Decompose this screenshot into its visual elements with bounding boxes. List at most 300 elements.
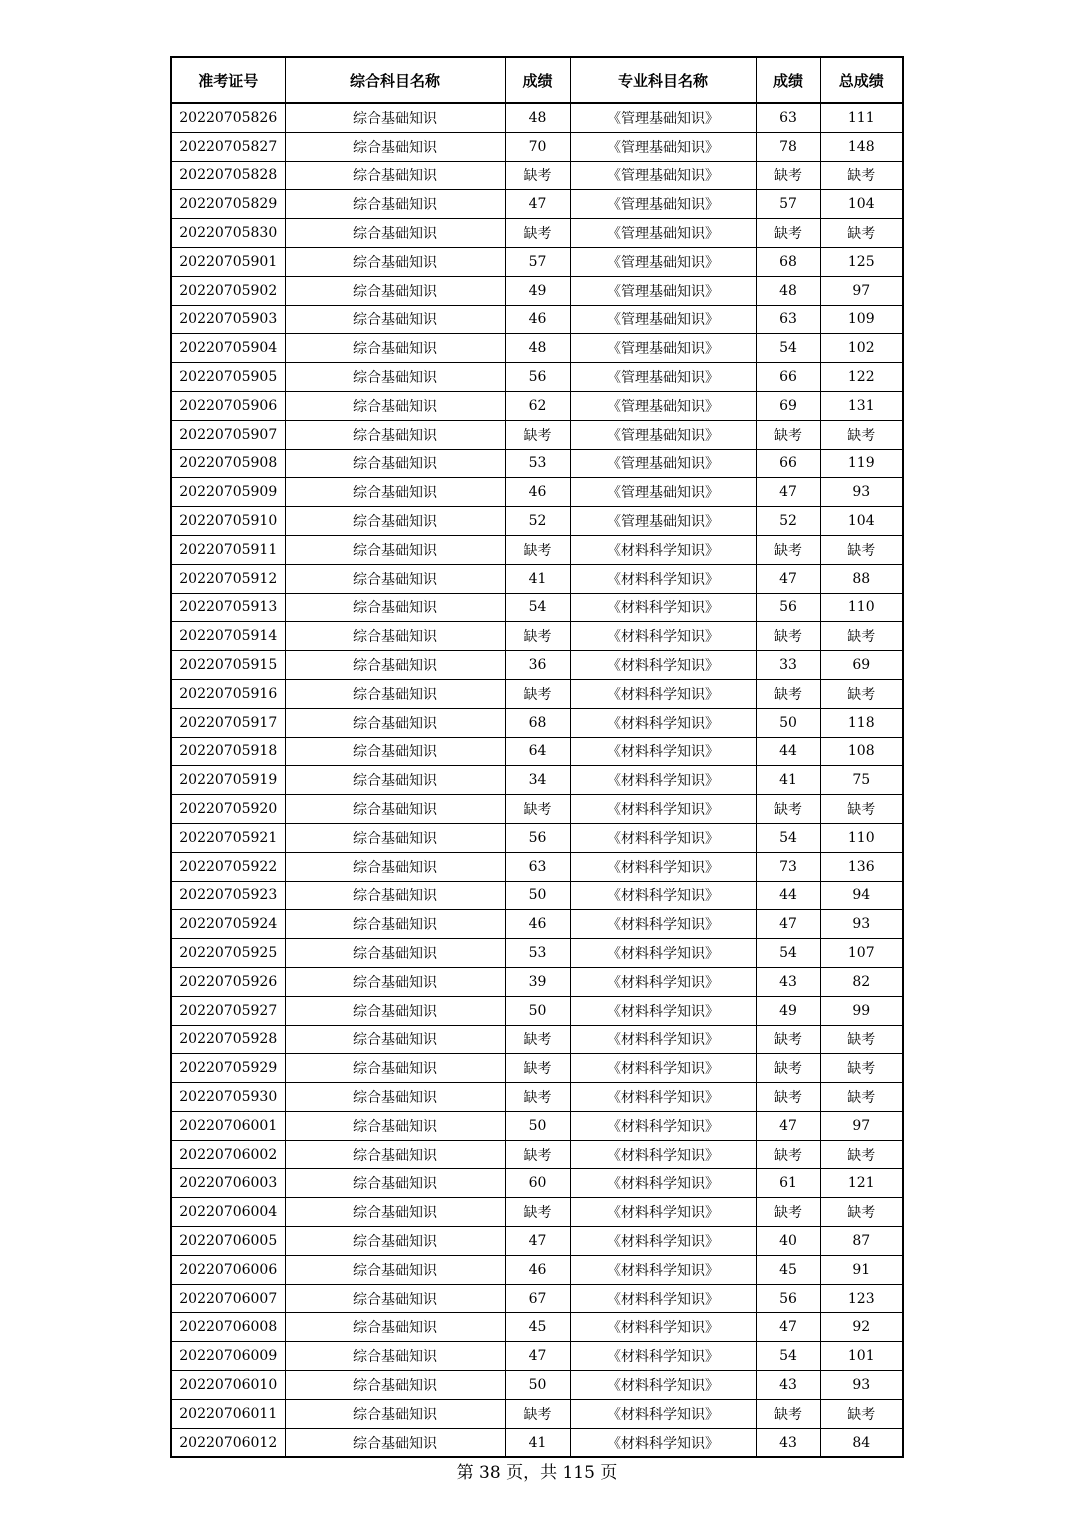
table-row [171,247,903,276]
cell-total-score: 缺考 [820,535,903,564]
cell-major-score: 66 [756,449,820,478]
cell-total-score: 110 [820,593,903,622]
cell-major-score: 54 [756,939,820,968]
cell-general-score: 缺考 [505,679,570,708]
cell-general-score: 50 [505,996,570,1025]
cell-general-subject: 综合基础知识 [285,1227,505,1256]
table-row [171,276,903,305]
table-row [171,1399,903,1428]
cell-exam-id: 20220706010 [171,1371,285,1400]
cell-total-score: 88 [820,564,903,593]
cell-major-subject: 《材料科学知识》 [570,1284,756,1313]
cell-exam-id: 20220705930 [171,1083,285,1112]
cell-major-subject: 《材料科学知识》 [570,939,756,968]
cell-major-score: 缺考 [756,420,820,449]
table-row [171,622,903,651]
cell-general-subject: 综合基础知识 [285,363,505,392]
cell-exam-id: 20220705911 [171,535,285,564]
cell-general-score: 缺考 [505,1198,570,1227]
cell-major-subject: 《管理基础知识》 [570,305,756,334]
cell-major-subject: 《管理基础知识》 [570,190,756,219]
cell-general-score: 46 [505,910,570,939]
cell-general-subject: 综合基础知识 [285,1025,505,1054]
cell-major-subject: 《材料科学知识》 [570,1111,756,1140]
cell-total-score: 110 [820,823,903,852]
cell-general-subject: 综合基础知识 [285,1371,505,1400]
cell-exam-id: 20220705830 [171,219,285,248]
table-body [171,103,903,1457]
cell-general-subject: 综合基础知识 [285,737,505,766]
cell-general-score: 63 [505,852,570,881]
cell-total-score: 97 [820,1111,903,1140]
cell-total-score: 82 [820,967,903,996]
cell-exam-id: 20220705827 [171,132,285,161]
header-row [171,57,903,103]
table-row [171,161,903,190]
cell-total-score: 93 [820,910,903,939]
cell-general-subject: 综合基础知识 [285,622,505,651]
cell-exam-id: 20220705917 [171,708,285,737]
cell-general-score: 47 [505,190,570,219]
cell-general-score: 缺考 [505,1054,570,1083]
cell-major-score: 47 [756,1313,820,1342]
cell-major-score: 49 [756,996,820,1025]
table-row [171,1342,903,1371]
cell-exam-id: 20220705902 [171,276,285,305]
cell-major-score: 50 [756,708,820,737]
cell-total-score: 缺考 [820,420,903,449]
table-row [171,1371,903,1400]
cell-major-subject: 《材料科学知识》 [570,737,756,766]
cell-exam-id: 20220705903 [171,305,285,334]
cell-general-score: 60 [505,1169,570,1198]
cell-general-score: 57 [505,247,570,276]
cell-major-subject: 《管理基础知识》 [570,391,756,420]
cell-total-score: 87 [820,1227,903,1256]
cell-total-score: 122 [820,363,903,392]
cell-major-subject: 《管理基础知识》 [570,103,756,132]
cell-general-subject: 综合基础知识 [285,535,505,564]
cell-total-score: 缺考 [820,1083,903,1112]
cell-general-subject: 综合基础知识 [285,219,505,248]
cell-total-score: 123 [820,1284,903,1313]
cell-major-subject: 《材料科学知识》 [570,535,756,564]
cell-general-subject: 综合基础知识 [285,420,505,449]
cell-major-score: 54 [756,823,820,852]
cell-general-subject: 综合基础知识 [285,564,505,593]
cell-total-score: 缺考 [820,622,903,651]
cell-major-subject: 《管理基础知识》 [570,363,756,392]
cell-major-subject: 《材料科学知识》 [570,910,756,939]
table-row [171,564,903,593]
cell-exam-id: 20220705919 [171,766,285,795]
header-major-score: 成绩 [756,57,820,103]
cell-total-score: 125 [820,247,903,276]
cell-total-score: 109 [820,305,903,334]
cell-major-score: 48 [756,276,820,305]
cell-exam-id: 20220705826 [171,103,285,132]
cell-major-subject: 《材料科学知识》 [570,1025,756,1054]
cell-general-subject: 综合基础知识 [285,996,505,1025]
cell-total-score: 缺考 [820,219,903,248]
cell-major-score: 57 [756,190,820,219]
cell-total-score: 94 [820,881,903,910]
cell-major-score: 68 [756,247,820,276]
cell-major-score: 缺考 [756,535,820,564]
header-general-subject: 综合科目名称 [285,57,505,103]
cell-general-subject: 综合基础知识 [285,276,505,305]
table-row [171,103,903,132]
cell-major-score: 61 [756,1169,820,1198]
cell-major-subject: 《材料科学知识》 [570,1169,756,1198]
cell-general-subject: 综合基础知识 [285,1140,505,1169]
cell-major-score: 56 [756,593,820,622]
table-row [171,939,903,968]
cell-major-score: 69 [756,391,820,420]
cell-exam-id: 20220705901 [171,247,285,276]
cell-major-score: 缺考 [756,1025,820,1054]
cell-general-score: 70 [505,132,570,161]
cell-exam-id: 20220705909 [171,478,285,507]
cell-total-score: 缺考 [820,795,903,824]
table-row [171,1428,903,1457]
cell-total-score: 101 [820,1342,903,1371]
cell-exam-id: 20220705905 [171,363,285,392]
table-row [171,852,903,881]
cell-major-score: 47 [756,910,820,939]
cell-general-score: 50 [505,881,570,910]
cell-major-score: 47 [756,478,820,507]
header-total-score: 总成绩 [820,57,903,103]
cell-major-score: 44 [756,881,820,910]
cell-major-subject: 《材料科学知识》 [570,766,756,795]
cell-major-score: 73 [756,852,820,881]
table-row [171,305,903,334]
cell-total-score: 108 [820,737,903,766]
cell-exam-id: 20220705916 [171,679,285,708]
cell-general-score: 67 [505,1284,570,1313]
table-row [171,1140,903,1169]
header-major-subject: 专业科目名称 [570,57,756,103]
table-row [171,910,903,939]
table-row [171,449,903,478]
cell-general-score: 缺考 [505,795,570,824]
cell-exam-id: 20220705915 [171,651,285,680]
cell-exam-id: 20220706002 [171,1140,285,1169]
cell-general-score: 68 [505,708,570,737]
cell-exam-id: 20220705921 [171,823,285,852]
cell-general-subject: 综合基础知识 [285,1342,505,1371]
cell-exam-id: 20220705907 [171,420,285,449]
cell-general-score: 64 [505,737,570,766]
cell-general-subject: 综合基础知识 [285,161,505,190]
cell-total-score: 92 [820,1313,903,1342]
cell-general-score: 47 [505,1227,570,1256]
cell-general-score: 45 [505,1313,570,1342]
cell-general-score: 缺考 [505,1399,570,1428]
table-row [171,1025,903,1054]
cell-general-subject: 综合基础知识 [285,795,505,824]
cell-total-score: 缺考 [820,1054,903,1083]
table-row [171,708,903,737]
cell-major-subject: 《材料科学知识》 [570,852,756,881]
cell-major-subject: 《材料科学知识》 [570,1083,756,1112]
cell-total-score: 104 [820,190,903,219]
cell-major-subject: 《管理基础知识》 [570,420,756,449]
cell-general-score: 缺考 [505,219,570,248]
cell-general-subject: 综合基础知识 [285,708,505,737]
cell-exam-id: 20220706008 [171,1313,285,1342]
table-row [171,535,903,564]
cell-general-subject: 综合基础知识 [285,766,505,795]
table-row [171,766,903,795]
cell-major-subject: 《管理基础知识》 [570,247,756,276]
cell-major-score: 63 [756,305,820,334]
cell-exam-id: 20220705906 [171,391,285,420]
cell-general-subject: 综合基础知识 [285,334,505,363]
cell-total-score: 缺考 [820,1140,903,1169]
table-row [171,478,903,507]
cell-general-subject: 综合基础知识 [285,190,505,219]
cell-general-score: 54 [505,593,570,622]
cell-general-subject: 综合基础知识 [285,852,505,881]
table-row [171,507,903,536]
page-footer: 第 38 页，共 115 页 [456,1463,618,1483]
cell-general-score: 50 [505,1371,570,1400]
cell-major-score: 41 [756,766,820,795]
table-row [171,1313,903,1342]
table-row [171,823,903,852]
cell-major-subject: 《管理基础知识》 [570,219,756,248]
cell-major-score: 缺考 [756,1198,820,1227]
cell-exam-id: 20220705924 [171,910,285,939]
cell-major-score: 54 [756,334,820,363]
cell-general-subject: 综合基础知识 [285,247,505,276]
cell-major-subject: 《材料科学知识》 [570,823,756,852]
cell-general-subject: 综合基础知识 [285,1313,505,1342]
cell-total-score: 148 [820,132,903,161]
cell-exam-id: 20220705829 [171,190,285,219]
cell-major-subject: 《材料科学知识》 [570,593,756,622]
cell-total-score: 93 [820,478,903,507]
cell-general-score: 46 [505,1255,570,1284]
cell-major-score: 47 [756,564,820,593]
cell-major-subject: 《材料科学知识》 [570,1371,756,1400]
cell-general-subject: 综合基础知识 [285,1255,505,1284]
cell-total-score: 75 [820,766,903,795]
cell-exam-id: 20220706012 [171,1428,285,1457]
cell-major-subject: 《材料科学知识》 [570,1399,756,1428]
cell-major-score: 40 [756,1227,820,1256]
cell-general-score: 缺考 [505,1140,570,1169]
table-row [171,593,903,622]
cell-general-subject: 综合基础知识 [285,478,505,507]
cell-general-score: 48 [505,103,570,132]
cell-total-score: 118 [820,708,903,737]
table-row [171,391,903,420]
table-row [171,334,903,363]
cell-total-score: 缺考 [820,1198,903,1227]
cell-major-score: 缺考 [756,161,820,190]
cell-total-score: 69 [820,651,903,680]
cell-total-score: 107 [820,939,903,968]
cell-general-score: 41 [505,564,570,593]
cell-general-score: 56 [505,823,570,852]
cell-total-score: 93 [820,1371,903,1400]
cell-exam-id: 20220705914 [171,622,285,651]
cell-general-score: 46 [505,478,570,507]
cell-general-subject: 综合基础知识 [285,1111,505,1140]
cell-exam-id: 20220705923 [171,881,285,910]
cell-major-score: 43 [756,967,820,996]
cell-general-subject: 综合基础知识 [285,1284,505,1313]
cell-exam-id: 20220705912 [171,564,285,593]
cell-major-subject: 《管理基础知识》 [570,478,756,507]
cell-total-score: 119 [820,449,903,478]
table-row [171,996,903,1025]
cell-major-subject: 《管理基础知识》 [570,132,756,161]
table-row [171,1198,903,1227]
cell-major-score: 缺考 [756,1140,820,1169]
cell-total-score: 97 [820,276,903,305]
cell-major-subject: 《材料科学知识》 [570,1140,756,1169]
cell-general-score: 缺考 [505,535,570,564]
cell-major-score: 缺考 [756,622,820,651]
cell-major-subject: 《管理基础知识》 [570,507,756,536]
table-row [171,679,903,708]
cell-exam-id: 20220706003 [171,1169,285,1198]
cell-major-subject: 《材料科学知识》 [570,1198,756,1227]
cell-exam-id: 20220705925 [171,939,285,968]
cell-exam-id: 20220706007 [171,1284,285,1313]
cell-exam-id: 20220705908 [171,449,285,478]
cell-major-score: 缺考 [756,219,820,248]
cell-general-subject: 综合基础知识 [285,507,505,536]
table-row [171,1111,903,1140]
cell-general-score: 缺考 [505,1083,570,1112]
table-row [171,737,903,766]
cell-total-score: 131 [820,391,903,420]
cell-major-score: 缺考 [756,1083,820,1112]
table-row [171,1169,903,1198]
cell-total-score: 121 [820,1169,903,1198]
cell-general-score: 34 [505,766,570,795]
header-general-score: 成绩 [505,57,570,103]
cell-exam-id: 20220705920 [171,795,285,824]
cell-major-score: 43 [756,1428,820,1457]
cell-exam-id: 20220705910 [171,507,285,536]
cell-general-score: 46 [505,305,570,334]
cell-major-subject: 《管理基础知识》 [570,161,756,190]
cell-general-subject: 综合基础知识 [285,910,505,939]
cell-total-score: 缺考 [820,161,903,190]
cell-general-score: 41 [505,1428,570,1457]
cell-major-subject: 《管理基础知识》 [570,449,756,478]
cell-major-subject: 《材料科学知识》 [570,651,756,680]
cell-exam-id: 20220706011 [171,1399,285,1428]
cell-general-subject: 综合基础知识 [285,132,505,161]
cell-major-subject: 《材料科学知识》 [570,1428,756,1457]
cell-exam-id: 20220706005 [171,1227,285,1256]
cell-major-score: 33 [756,651,820,680]
cell-major-subject: 《材料科学知识》 [570,564,756,593]
cell-exam-id: 20220705922 [171,852,285,881]
cell-major-subject: 《材料科学知识》 [570,1342,756,1371]
cell-total-score: 缺考 [820,1399,903,1428]
cell-general-subject: 综合基础知识 [285,1083,505,1112]
cell-major-score: 66 [756,363,820,392]
cell-major-score: 78 [756,132,820,161]
table-row [171,219,903,248]
header-exam-id: 准考证号 [171,57,285,103]
cell-general-score: 缺考 [505,420,570,449]
cell-general-score: 52 [505,507,570,536]
cell-general-score: 47 [505,1342,570,1371]
cell-total-score: 缺考 [820,1025,903,1054]
cell-total-score: 91 [820,1255,903,1284]
cell-general-subject: 综合基础知识 [285,651,505,680]
cell-major-subject: 《材料科学知识》 [570,622,756,651]
cell-major-score: 缺考 [756,1399,820,1428]
cell-general-subject: 综合基础知识 [285,881,505,910]
cell-major-score: 缺考 [756,795,820,824]
cell-total-score: 84 [820,1428,903,1457]
cell-major-subject: 《材料科学知识》 [570,1255,756,1284]
cell-major-score: 52 [756,507,820,536]
cell-major-subject: 《管理基础知识》 [570,334,756,363]
cell-general-subject: 综合基础知识 [285,1054,505,1083]
cell-total-score: 111 [820,103,903,132]
cell-major-subject: 《材料科学知识》 [570,1227,756,1256]
cell-general-subject: 综合基础知识 [285,593,505,622]
cell-general-score: 53 [505,449,570,478]
cell-general-subject: 综合基础知识 [285,939,505,968]
cell-major-score: 缺考 [756,1054,820,1083]
table-row [171,881,903,910]
cell-exam-id: 20220705918 [171,737,285,766]
cell-general-score: 缺考 [505,161,570,190]
cell-major-subject: 《管理基础知识》 [570,276,756,305]
cell-major-subject: 《材料科学知识》 [570,967,756,996]
table-row [171,132,903,161]
cell-general-subject: 综合基础知识 [285,1198,505,1227]
cell-general-subject: 综合基础知识 [285,305,505,334]
cell-total-score: 136 [820,852,903,881]
table-row [171,1054,903,1083]
cell-general-subject: 综合基础知识 [285,679,505,708]
cell-general-score: 49 [505,276,570,305]
cell-major-score: 63 [756,103,820,132]
table-row [171,190,903,219]
cell-general-score: 62 [505,391,570,420]
cell-major-subject: 《材料科学知识》 [570,708,756,737]
table-row [171,363,903,392]
cell-major-subject: 《材料科学知识》 [570,1313,756,1342]
cell-general-subject: 综合基础知识 [285,449,505,478]
table-header [171,57,903,103]
cell-general-score: 缺考 [505,622,570,651]
cell-major-subject: 《材料科学知识》 [570,679,756,708]
cell-total-score: 缺考 [820,679,903,708]
table-row [171,1255,903,1284]
cell-exam-id: 20220705828 [171,161,285,190]
cell-exam-id: 20220705904 [171,334,285,363]
cell-general-subject: 综合基础知识 [285,823,505,852]
cell-major-score: 56 [756,1284,820,1313]
cell-major-subject: 《材料科学知识》 [570,795,756,824]
cell-general-score: 48 [505,334,570,363]
cell-major-score: 45 [756,1255,820,1284]
